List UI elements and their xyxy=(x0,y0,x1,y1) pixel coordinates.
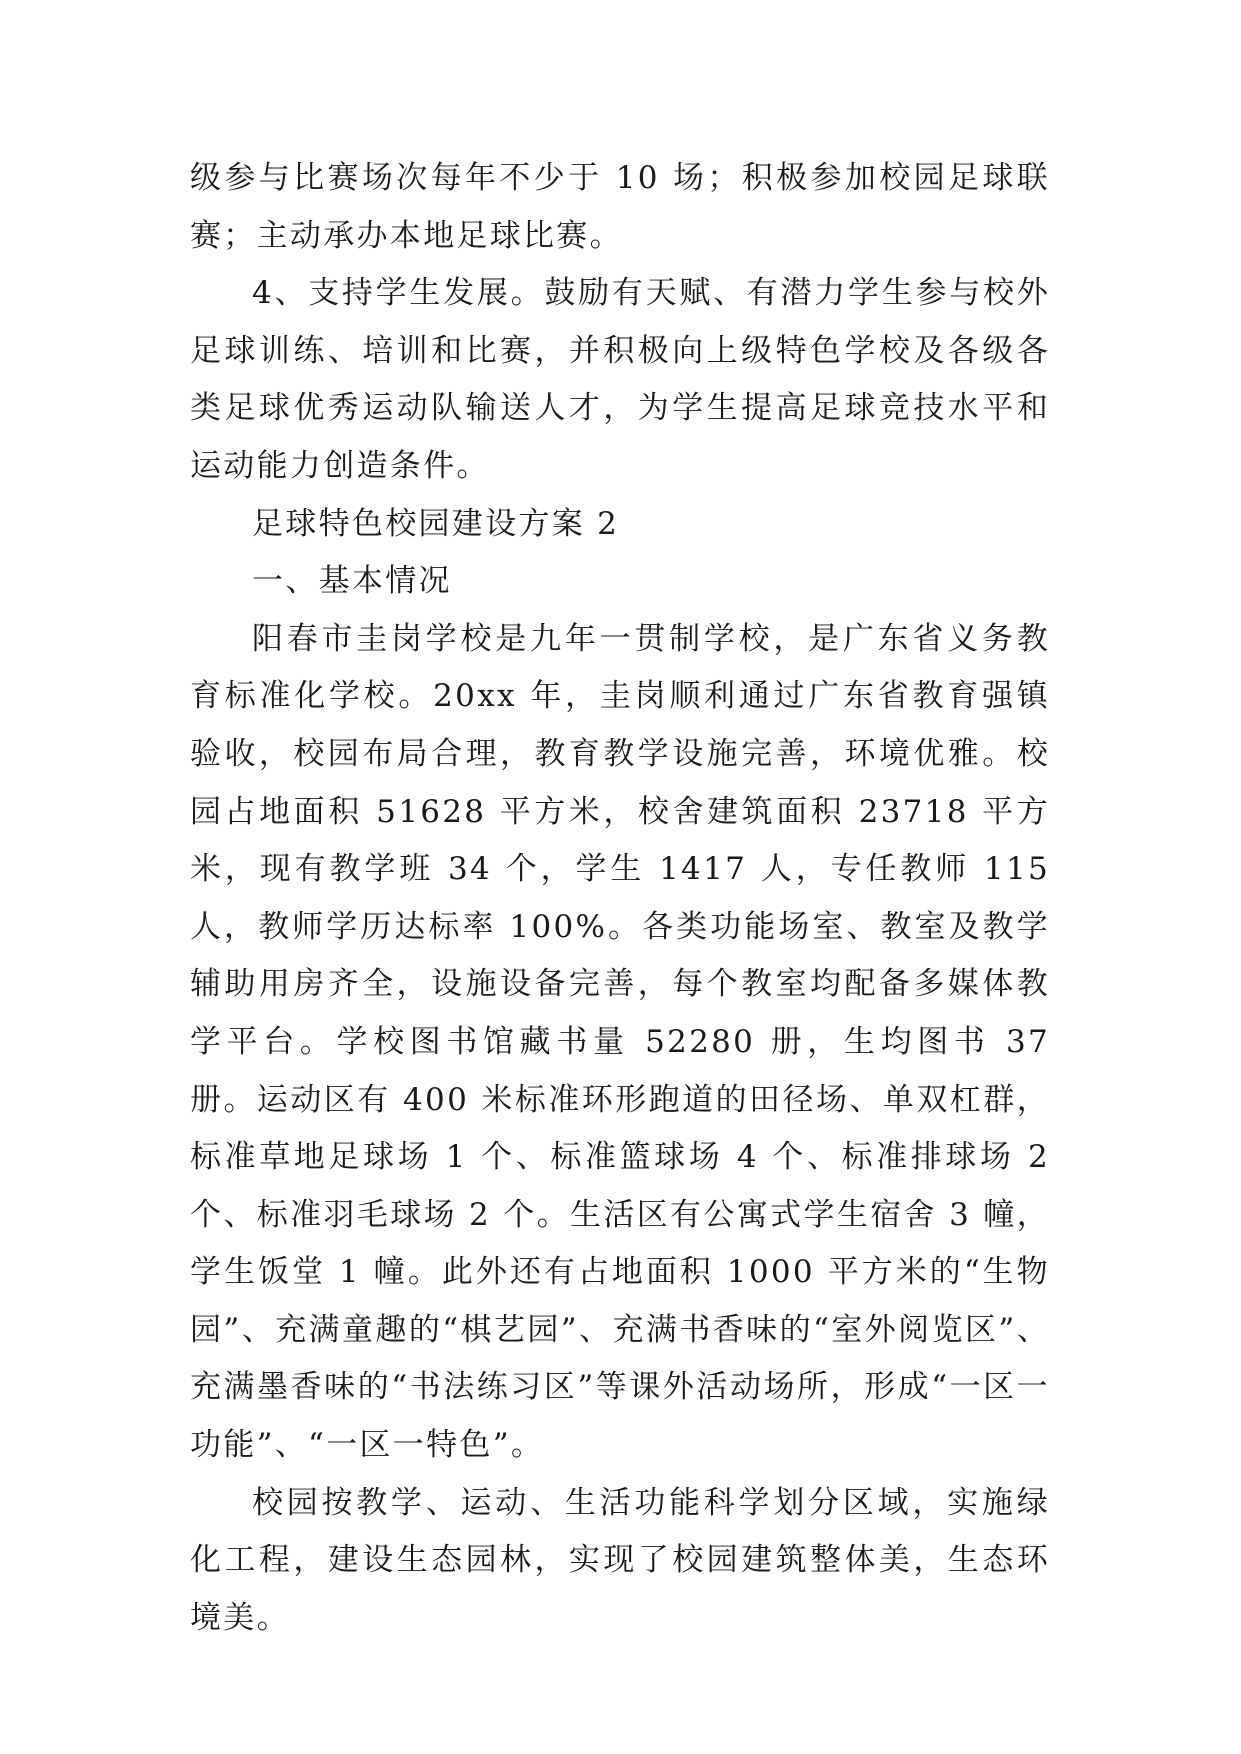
section-title: 足球特色校园建设方案 2 xyxy=(252,505,620,542)
paragraph-campus-layout: 校园按教学、运动、生活功能科学划分区域，实施绿化工程，建设生态园林，实现了校园建筑整体美，生态环境美。 xyxy=(190,1484,1050,1636)
paragraph-student-development: 4、支持学生发展。鼓励有天赋、有潜力学生参与校外足球训练、培训和比赛，并积极向上级特色学校及各级各类足球优秀运动队输送人才，为学生提高足球竞技水平和运动能力创造条件。 xyxy=(190,275,1050,484)
document-page xyxy=(190,150,1050,1647)
paragraph-continuation: 级参与比赛场次每年不少于 10 场；积极参加校园足球联赛；主动承办本地足球比赛。 xyxy=(190,160,1050,254)
section-heading-basic-info: 一、基本情况 xyxy=(252,563,452,600)
paragraph-school-overview: 阳春市圭岗学校是九年一贯制学校，是广东省义务教育标准化学校。20xx 年，圭岗顺利通过广东省教育强镇验收，校园布局合理，教育教学设施完善，环境优雅。校园占地面积 51628 平方米，校舍建筑面积 23718 平方米，现有教学班 34 个，学生 1417 人，专任教师 115 人，教师学历达标率 100%。各类功能场室、教室及教学辅助用房齐全，设施设备完善，每个教室均配备多媒体教学平台。学校图书馆藏书量 52280 册，生均图书 37 册。运动区有 400 米标准环形跑道的田径场、单双杠群，标准草地足球场 1 个、标准篮球场 4 个、标准排球场 2 个、标准羽毛球场 2 个。生活区有公寓式学生宿舍 3 幢，学生饭堂 1 幢。此外还有占地面积 1000 平方米的“生物园”、充满童趣的“棋艺园”、充满书香味的“室外阅览区”、充满墨香味的“书法练习区”等课外活动场所，形成“一区一功能”、“一区一特色”。 xyxy=(190,620,1050,1464)
